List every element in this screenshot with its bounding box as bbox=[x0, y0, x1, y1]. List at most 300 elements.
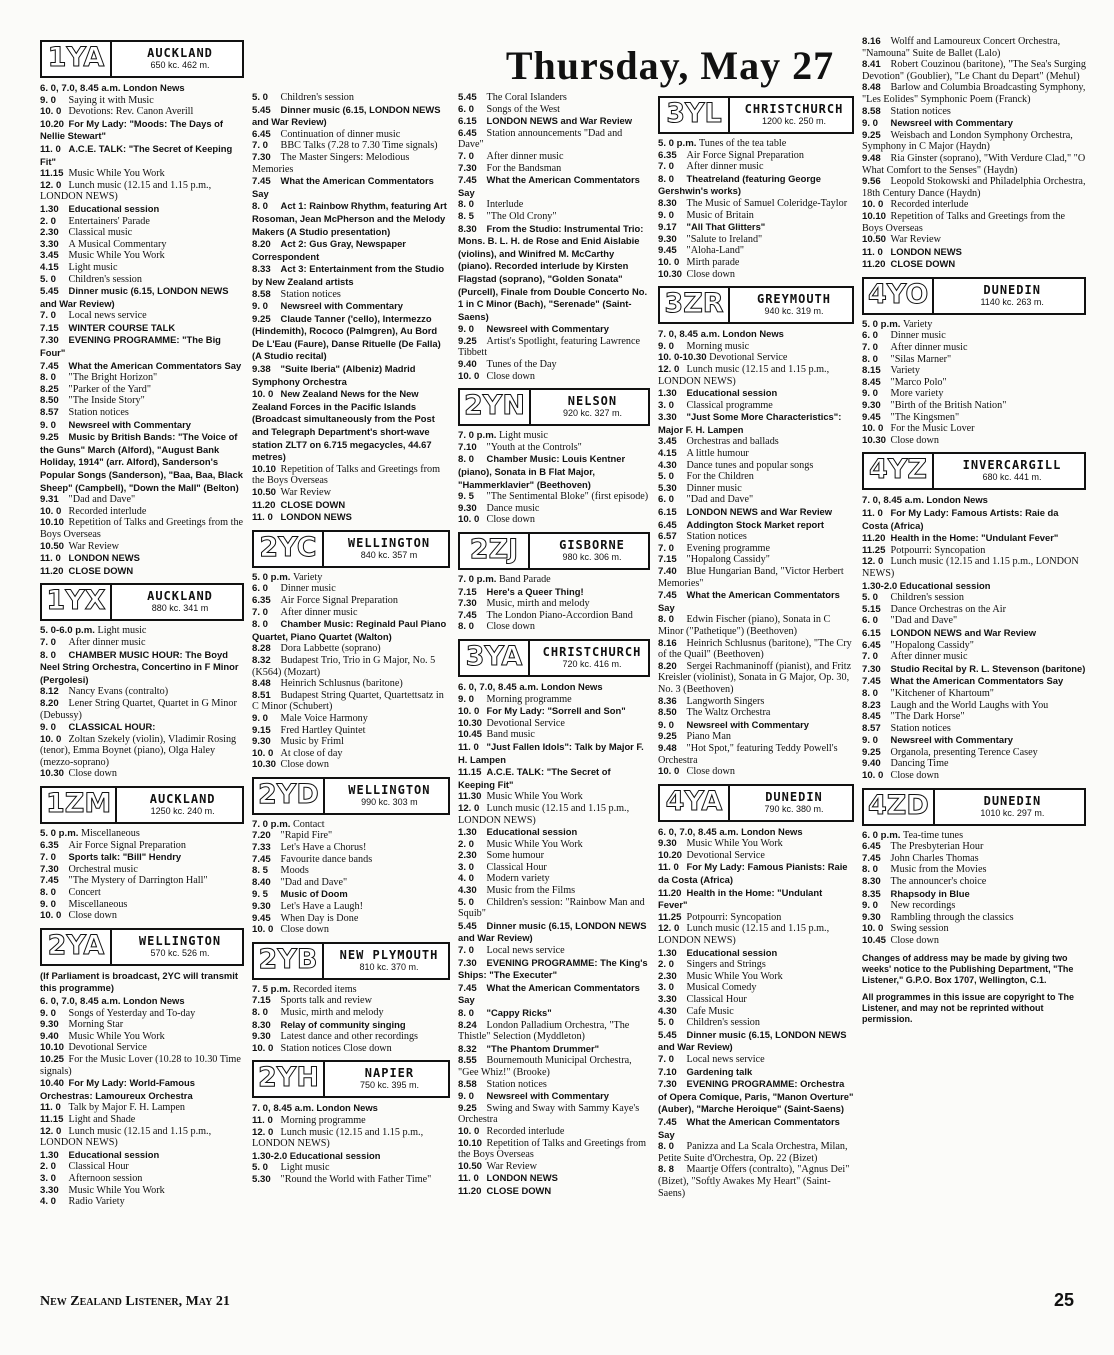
program-time: 7.45 bbox=[862, 676, 881, 688]
program-title: Orchestras and ballads bbox=[686, 436, 779, 448]
program-time: 2. 0 bbox=[40, 1161, 57, 1173]
program-title: Close down bbox=[486, 621, 535, 633]
program-title: "Youth at the Controls" bbox=[486, 441, 582, 453]
program-title: Bournemouth Municipal Orchestra, "Gee Whiz!" (Brooke) bbox=[458, 1055, 632, 1078]
program-item bbox=[252, 1150, 450, 1163]
program-time: 9.25 bbox=[458, 1102, 477, 1114]
station-block bbox=[40, 928, 244, 1208]
program-item bbox=[252, 725, 450, 737]
program-list bbox=[40, 970, 244, 1208]
program-title: Let's Have a Laugh! bbox=[280, 901, 363, 913]
program-list bbox=[40, 82, 244, 577]
program-time: 7. 0 p.m. bbox=[458, 574, 497, 585]
program-time: 6. 0 p.m. bbox=[862, 829, 901, 841]
program-item bbox=[658, 719, 854, 732]
program-item bbox=[862, 700, 1086, 712]
program-title: The Master Singers: Melodious Memories bbox=[252, 151, 410, 175]
program-time: 6.45 bbox=[252, 128, 271, 140]
program-item bbox=[40, 541, 244, 553]
newspaper-page bbox=[40, 36, 1086, 1306]
program-title: "Suite Iberia" (Albeniz) Madrid Symphony Orchestra bbox=[252, 363, 416, 387]
program-time: 10. 0 bbox=[40, 733, 62, 745]
program-time: 10. 0-10.30 bbox=[658, 352, 707, 364]
program-item bbox=[40, 734, 244, 769]
program-item bbox=[40, 82, 244, 95]
program-item bbox=[862, 258, 1086, 271]
program-title: Close down bbox=[486, 514, 535, 526]
program-time: 8. 0 bbox=[862, 353, 879, 365]
program-title: Potpourri: Syncopation bbox=[686, 911, 782, 923]
program-time: 8.57 bbox=[862, 722, 881, 734]
program-list bbox=[862, 319, 1086, 447]
program-title: "The Mystery of Darrington Hall" bbox=[68, 875, 208, 887]
program-title: Repetition of Talks and Greetings from the Boys Overseas bbox=[40, 517, 244, 540]
program-title: Music of Doom bbox=[280, 888, 348, 900]
program-item bbox=[658, 947, 854, 960]
program-title: Music While You Work bbox=[68, 1030, 165, 1042]
program-item bbox=[658, 1141, 854, 1164]
station-frequency: 1140 kc. 263 m. bbox=[980, 296, 1044, 307]
program-item bbox=[658, 269, 854, 281]
program-time: 8. 8 bbox=[658, 1164, 675, 1176]
program-item bbox=[252, 713, 450, 725]
program-time: 10. 0 bbox=[252, 924, 274, 936]
station-callsign: 2ZJ bbox=[460, 534, 530, 568]
program-item bbox=[658, 341, 854, 353]
program-time: 7.45 bbox=[658, 1116, 677, 1128]
program-time: 2. 0 bbox=[658, 959, 675, 971]
program-time: 10. 0 bbox=[458, 370, 480, 382]
program-item bbox=[252, 830, 450, 842]
program-title: Children's session bbox=[686, 1017, 760, 1029]
program-time: 10.50 bbox=[40, 540, 65, 552]
station-meta bbox=[325, 779, 448, 813]
program-title: Light and Shade bbox=[68, 1113, 136, 1125]
program-item bbox=[458, 1185, 650, 1198]
program-item bbox=[252, 92, 450, 104]
program-title: Music While You Work bbox=[68, 1184, 165, 1196]
program-item bbox=[458, 128, 650, 151]
program-title: Interlude bbox=[486, 199, 524, 211]
program-time: 6.15 bbox=[862, 627, 881, 639]
program-time: 11. 0 bbox=[40, 143, 61, 155]
program-time: 8. 0 bbox=[458, 199, 475, 211]
program-item bbox=[40, 686, 244, 698]
program-title: Gardening talk bbox=[686, 1065, 753, 1077]
program-time: 10. 0 bbox=[862, 423, 884, 435]
program-title: Devotions: Rev. Canon Averill bbox=[68, 106, 194, 118]
program-title: Continuation of dinner music bbox=[280, 128, 401, 140]
program-title: Tunes of the tea table bbox=[698, 138, 787, 149]
program-time: 5. 0 bbox=[252, 92, 269, 103]
program-title: Band Parade bbox=[498, 574, 551, 585]
program-item bbox=[40, 721, 244, 734]
program-time: 10. 0 bbox=[458, 1125, 480, 1137]
program-item bbox=[862, 604, 1086, 616]
program-item bbox=[458, 430, 650, 442]
program-time: 7.45 bbox=[458, 609, 477, 621]
program-list bbox=[458, 430, 650, 526]
program-title: Lunch music (12.15 and 1.15 p.m., LONDON NEWS) bbox=[40, 1125, 212, 1149]
program-item bbox=[862, 912, 1086, 924]
program-title: Panizza and La Scala Orchestra, Milan, Petite Suite d'Orchestra, Op. 22 (Bizet) bbox=[658, 1141, 848, 1164]
station-header bbox=[40, 928, 244, 966]
program-item bbox=[658, 707, 854, 719]
program-time: 7.40 bbox=[658, 566, 677, 577]
station-block bbox=[862, 36, 1086, 271]
program-time: 3. 0 bbox=[658, 399, 675, 411]
program-item bbox=[40, 274, 244, 286]
program-item bbox=[40, 168, 244, 180]
program-item bbox=[458, 897, 650, 920]
program-time: 5.45 bbox=[458, 920, 477, 932]
station-block bbox=[40, 786, 244, 922]
program-title: Repetition of Talks and Greetings from the Boys Overseas bbox=[458, 1137, 647, 1161]
program-title: EVENING PROGRAMME: "The Big Four" bbox=[40, 334, 221, 359]
program-item bbox=[658, 826, 854, 839]
program-time: 9.25 bbox=[40, 432, 59, 444]
station-meta bbox=[934, 454, 1084, 488]
program-time: 6. 0, 7.0, 8.45 a.m. bbox=[458, 681, 539, 693]
program-time: 3.45 bbox=[658, 436, 677, 448]
station-block bbox=[252, 1060, 450, 1185]
program-title: Educational session bbox=[486, 826, 578, 838]
program-list bbox=[862, 830, 1086, 947]
program-time: 9. 0 bbox=[658, 209, 675, 221]
program-time: 9.30 bbox=[252, 901, 271, 913]
program-title: Educational session bbox=[68, 202, 160, 214]
program-item bbox=[40, 1114, 244, 1126]
program-item bbox=[40, 262, 244, 274]
program-title: Relay of community singing bbox=[280, 1018, 406, 1030]
program-title: BBC Talks (7.28 to 7.30 Time signals) bbox=[280, 140, 438, 152]
program-title: Lener String Quartet, Quartet in G Minor (Debussy) bbox=[40, 697, 237, 721]
program-title: Repetition of Talks and Greetings from the Boys Overseas bbox=[252, 463, 441, 487]
program-title: Rambling through the classics bbox=[890, 911, 1014, 923]
program-time: 10.10 bbox=[458, 1137, 483, 1149]
program-title: Dinner music (6.15, LONDON NEWS and War Review) bbox=[40, 285, 229, 309]
program-item bbox=[862, 711, 1086, 723]
program-item bbox=[252, 300, 450, 313]
program-time: 7.15 bbox=[40, 322, 59, 334]
program-item bbox=[658, 1078, 854, 1116]
program-item bbox=[40, 851, 244, 864]
program-item bbox=[862, 758, 1086, 770]
program-title: Devotional Service bbox=[709, 352, 788, 364]
program-item bbox=[862, 580, 1086, 593]
program-list bbox=[658, 826, 854, 1199]
program-title: Music from the Movies bbox=[890, 864, 987, 876]
program-title: Devotional Service bbox=[68, 1042, 147, 1054]
program-time: 8.50 bbox=[658, 707, 677, 719]
program-time: 10. 0 bbox=[658, 766, 680, 778]
program-item bbox=[862, 211, 1086, 234]
program-item bbox=[40, 565, 244, 578]
program-time: 7. 0 bbox=[862, 342, 879, 354]
program-item bbox=[40, 970, 244, 995]
station-header bbox=[458, 639, 650, 677]
station-meta bbox=[530, 534, 648, 568]
program-item bbox=[458, 791, 650, 803]
station-header bbox=[658, 784, 854, 822]
program-title: Dance tunes and popular songs bbox=[686, 459, 814, 471]
program-title: Children's session bbox=[280, 92, 354, 103]
program-item bbox=[658, 638, 854, 661]
program-item bbox=[862, 423, 1086, 435]
program-item bbox=[658, 198, 854, 210]
program-title: "The Inside Story" bbox=[68, 395, 145, 407]
station-meta bbox=[730, 288, 852, 322]
program-title: London News bbox=[722, 328, 784, 340]
program-item bbox=[658, 589, 854, 614]
program-item bbox=[862, 319, 1086, 331]
program-title: What the American Commentators Say bbox=[252, 175, 434, 199]
station-callsign: 2YD bbox=[254, 779, 325, 813]
program-title: Station notices bbox=[890, 105, 951, 117]
column-4 bbox=[658, 92, 854, 1205]
program-title: Children's session bbox=[890, 592, 964, 604]
program-time: 5.15 bbox=[862, 603, 881, 615]
program-title: (If Parliament is broadcast, 2YC will transmit this programme) bbox=[40, 969, 238, 994]
program-time: 5.30 bbox=[252, 1173, 271, 1185]
program-title: Morning programme bbox=[280, 1114, 366, 1126]
program-title: A little humour bbox=[686, 448, 749, 460]
program-time: 6. 0 bbox=[862, 615, 879, 627]
program-title: Edwin Fischer (piano), Sonata in C Minor ("Pathetique") (Beethoven) bbox=[658, 614, 831, 637]
station-header bbox=[252, 942, 450, 980]
program-time: 5.45 bbox=[458, 92, 477, 103]
program-item bbox=[658, 923, 854, 946]
program-title: London News bbox=[541, 680, 603, 692]
program-time: 3.30 bbox=[658, 412, 677, 424]
program-item bbox=[862, 592, 1086, 604]
program-title: Music from the Films bbox=[486, 885, 576, 897]
program-title: Local news service bbox=[686, 1053, 765, 1065]
program-title: Variety bbox=[292, 571, 323, 583]
program-time: 8.32 bbox=[252, 654, 271, 666]
program-title: Light music bbox=[498, 430, 548, 442]
program-time: 7.45 bbox=[252, 853, 271, 865]
station-header bbox=[252, 530, 450, 568]
program-title: Latest dance and other recordings bbox=[280, 1031, 419, 1043]
program-time: 6. 0, 7.0, 8.45 a.m. bbox=[40, 83, 121, 94]
station-city: GISBORNE bbox=[559, 538, 625, 552]
program-time: 9. 0 bbox=[862, 118, 879, 130]
program-item bbox=[658, 743, 854, 766]
program-item bbox=[862, 876, 1086, 888]
program-item bbox=[862, 106, 1086, 118]
program-title: Here's a Queer Thing! bbox=[486, 585, 584, 597]
program-time: 7.30 bbox=[862, 663, 881, 675]
program-time: 8.25 bbox=[40, 383, 59, 395]
program-title: War Review bbox=[890, 234, 941, 246]
program-title: CLOSE DOWN bbox=[890, 258, 956, 270]
program-item bbox=[458, 694, 650, 706]
program-time: 9. 0 bbox=[40, 898, 57, 910]
program-time: 8.58 bbox=[252, 288, 271, 300]
program-item bbox=[458, 199, 650, 211]
program-list bbox=[252, 819, 450, 936]
program-item bbox=[658, 543, 854, 555]
program-title: Newsreel with Commentary bbox=[890, 734, 1013, 746]
program-time: 10. 0 bbox=[252, 1042, 274, 1054]
program-title: At close of day bbox=[280, 747, 343, 759]
program-item bbox=[40, 1126, 244, 1149]
program-item bbox=[458, 151, 650, 163]
program-title: New Zealand News for the New Zealand Forces in the Pacific Islands (Broadcast simultaneously from the Post and Telegraph Department's short-wave station ZLT7 on 6.715 megacycles, 44.67 metres) bbox=[252, 388, 435, 463]
program-item bbox=[252, 1127, 450, 1150]
program-time: 5. 0 bbox=[40, 273, 57, 285]
program-title: Lunch music (12.15 and 1.15 p.m., LONDON NEWS) bbox=[458, 802, 630, 826]
program-title: Dinner music (6.15, LONDON NEWS and War Review) bbox=[252, 103, 441, 128]
program-item bbox=[40, 1196, 244, 1208]
program-time: 9.30 bbox=[458, 502, 477, 514]
program-item bbox=[40, 310, 244, 322]
station-header bbox=[862, 277, 1086, 315]
program-time: 8.20 bbox=[40, 697, 59, 709]
station-header bbox=[252, 1060, 450, 1098]
program-item bbox=[40, 431, 244, 494]
station-header bbox=[458, 532, 650, 570]
program-title: "Round the World with Father Time" bbox=[280, 1173, 432, 1185]
program-time: 7.20 bbox=[252, 830, 271, 842]
page-headline: Thursday, May 27 bbox=[505, 43, 835, 88]
program-title: Station notices bbox=[486, 1078, 547, 1090]
program-title: Dinner music bbox=[686, 482, 742, 494]
program-time: 9.48 bbox=[862, 152, 881, 164]
program-time: 9.30 bbox=[658, 838, 677, 850]
program-title: "Kitchener of Khartoum" bbox=[890, 687, 994, 699]
program-title: Tunes of the Day bbox=[486, 359, 557, 371]
program-title: Songs of the West bbox=[486, 103, 560, 115]
program-time: 7.30 bbox=[458, 162, 477, 174]
station-city: DUNEDIN bbox=[983, 793, 1042, 808]
station-meta bbox=[530, 641, 648, 675]
program-item bbox=[40, 250, 244, 262]
program-time: 8. 0 bbox=[40, 649, 57, 661]
column-5 bbox=[862, 36, 1086, 1031]
program-time: 9. 0 bbox=[658, 340, 675, 352]
station-callsign: 2YB bbox=[254, 944, 324, 978]
station-block bbox=[40, 583, 244, 780]
program-title: For My Lady: Famous Artists: Raie da Costa (Africa) bbox=[862, 507, 1059, 531]
program-item bbox=[40, 360, 244, 373]
program-time: 11.20 bbox=[252, 499, 276, 511]
program-title: Recorded interlude bbox=[486, 1125, 565, 1137]
program-item bbox=[40, 143, 244, 168]
station-city: AUCKLAND bbox=[149, 792, 216, 807]
program-title: Variety bbox=[890, 365, 920, 377]
program-item bbox=[658, 448, 854, 460]
program-time: 8. 0 bbox=[862, 687, 879, 699]
program-time: 8.58 bbox=[458, 1078, 477, 1090]
program-list bbox=[252, 92, 450, 524]
program-item bbox=[40, 1019, 244, 1031]
program-time: 3. 0 bbox=[40, 1172, 57, 1184]
program-item bbox=[862, 246, 1086, 259]
program-item bbox=[458, 598, 650, 610]
station-city: WELLINGTON bbox=[138, 933, 222, 948]
program-title: LONDON NEWS and War Review bbox=[486, 115, 633, 127]
program-time: 6. 0, 7.0, 8.45 a.m. bbox=[658, 826, 739, 838]
program-title: For My Lady: World-Famous Orchestras: Lamoureux Orchestra bbox=[40, 1077, 195, 1101]
column-2 bbox=[252, 92, 450, 1192]
program-item bbox=[862, 651, 1086, 663]
footer-publication: New Zealand Listener, May 21 bbox=[40, 1294, 230, 1309]
program-title: Ria Ginster (soprano), "With Verdure Clad," "O What Comfort to the Senses" (Haydn) bbox=[862, 152, 1086, 176]
program-item bbox=[458, 223, 650, 324]
program-title: For the Music Lover bbox=[890, 423, 975, 435]
program-item bbox=[252, 924, 450, 936]
program-time: 11. 0 bbox=[458, 741, 479, 753]
station-block bbox=[458, 532, 650, 633]
program-title: "Silas Marner" bbox=[890, 353, 952, 365]
program-title: Classical programme bbox=[686, 399, 773, 411]
program-time: 5.45 bbox=[252, 104, 271, 116]
program-item bbox=[40, 239, 244, 251]
program-title: Theatreland (featuring George Gershwin's works) bbox=[658, 172, 821, 197]
program-item bbox=[252, 200, 450, 238]
program-item bbox=[862, 640, 1086, 652]
program-item bbox=[252, 690, 450, 713]
program-item bbox=[40, 910, 244, 922]
program-item bbox=[252, 913, 450, 925]
program-time: 6.15 bbox=[658, 507, 677, 519]
program-time: 1.30 bbox=[40, 203, 59, 215]
program-time: 9. 0 bbox=[458, 324, 475, 336]
program-title: Music While You Work bbox=[486, 838, 583, 850]
program-time: 8. 0 bbox=[40, 887, 57, 899]
program-title: Favourite dance bands bbox=[280, 853, 373, 865]
program-time: 2.30 bbox=[658, 970, 677, 982]
station-city: NEW PLYMOUTH bbox=[339, 947, 439, 962]
station-meta bbox=[324, 944, 448, 978]
program-item bbox=[862, 82, 1086, 105]
program-item bbox=[658, 387, 854, 400]
program-time: 11. 0 bbox=[40, 1102, 61, 1114]
program-title: Lunch music (12.15 and 1.15 p.m., LONDON NEWS) bbox=[658, 923, 830, 947]
program-title: Educational session bbox=[686, 387, 778, 399]
program-item bbox=[862, 747, 1086, 759]
program-list bbox=[458, 92, 650, 382]
program-title: Concert bbox=[68, 887, 101, 899]
program-time: 11.20 bbox=[862, 259, 886, 271]
program-item bbox=[862, 494, 1086, 507]
program-title: Sports talk: "Bill" Hendry bbox=[68, 851, 182, 863]
program-title: "Just Fallen Idols": Talk by Major F. H. Lampen bbox=[458, 740, 644, 765]
program-item bbox=[458, 491, 650, 503]
program-time: 7.30 bbox=[252, 151, 271, 163]
station-city: DUNEDIN bbox=[765, 789, 823, 804]
program-time: 6.45 bbox=[458, 127, 477, 139]
station-city: DUNEDIN bbox=[983, 282, 1041, 297]
station-frequency: 1200 kc. 250 m. bbox=[761, 116, 827, 126]
program-time: 5. 0 p.m. bbox=[862, 318, 901, 330]
program-time: 9. 0 bbox=[40, 94, 57, 106]
program-title: Blue Hungarian Band, "Victor Herbert Memories" bbox=[658, 566, 844, 589]
program-time: 6. 0 bbox=[862, 330, 879, 342]
program-item bbox=[40, 227, 244, 239]
program-title: "The Kingsmen" bbox=[890, 411, 960, 423]
program-item bbox=[458, 1055, 650, 1078]
program-list bbox=[458, 574, 650, 633]
program-title: War Review bbox=[68, 540, 119, 552]
program-list bbox=[862, 36, 1086, 271]
program-time: 9.30 bbox=[862, 400, 881, 412]
program-item bbox=[252, 289, 450, 301]
program-time: 6.45 bbox=[658, 519, 677, 531]
program-item bbox=[658, 1017, 854, 1029]
